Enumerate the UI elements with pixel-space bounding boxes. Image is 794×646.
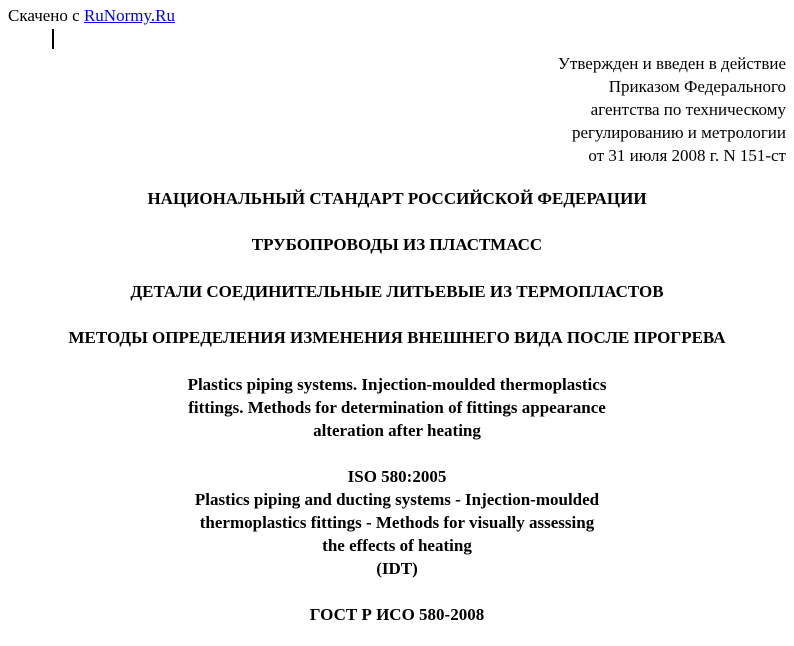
iso-title-line: the effects of heating [322, 536, 472, 555]
approval-block [558, 52, 786, 167]
iso-block [0, 465, 794, 580]
subject-heading: ТРУБОПРОВОДЫ ИЗ ПЛАСТМАСС [251, 235, 543, 254]
runormy-link[interactable]: RuNormy.Ru [83, 6, 175, 25]
iso-title-line: thermoplastics fittings - Methods for visually assessing [199, 513, 595, 532]
iso-title-line: Plastics piping and ducting systems - Injection-moulded [194, 490, 600, 509]
english-title [0, 373, 794, 442]
part-heading: ДЕТАЛИ СОЕДИНИТЕЛЬНЫЕ ЛИТЬЕВЫЕ ИЗ ТЕРМОПЛАСТОВ [130, 282, 664, 301]
iso-identity: (IDT) [376, 559, 418, 578]
iso-code: ISO 580:2005 [347, 467, 447, 486]
gost-code: ГОСТ Р ИСО 580-2008 [309, 605, 485, 624]
methods-heading: МЕТОДЫ ОПРЕДЕЛЕНИЯ ИЗМЕНЕНИЯ ВНЕШНЕГО ВИДА ПОСЛЕ ПРОГРЕВА [68, 328, 726, 347]
source-prefix: Скачено с [8, 6, 84, 25]
english-title-line: Plastics piping systems. Injection-moulded thermoplastics [187, 375, 607, 394]
approval-line: регулированию и метрологии [571, 123, 786, 142]
text-cursor [52, 29, 54, 49]
approval-line: агентства по техническому [590, 100, 786, 119]
english-title-line: alteration after heating [313, 421, 481, 440]
approval-line: от 31 июля 2008 г. N 151-ст [588, 146, 786, 165]
approval-line: Утвержден и введен в действие [557, 54, 786, 73]
source-line [8, 6, 175, 26]
approval-line: Приказом Федерального [608, 77, 786, 96]
english-title-line: fittings. Methods for determination of fittings appearance [188, 398, 606, 417]
national-standard-heading: НАЦИОНАЛЬНЫЙ СТАНДАРТ РОССИЙСКОЙ ФЕДЕРАЦИИ [147, 189, 647, 208]
